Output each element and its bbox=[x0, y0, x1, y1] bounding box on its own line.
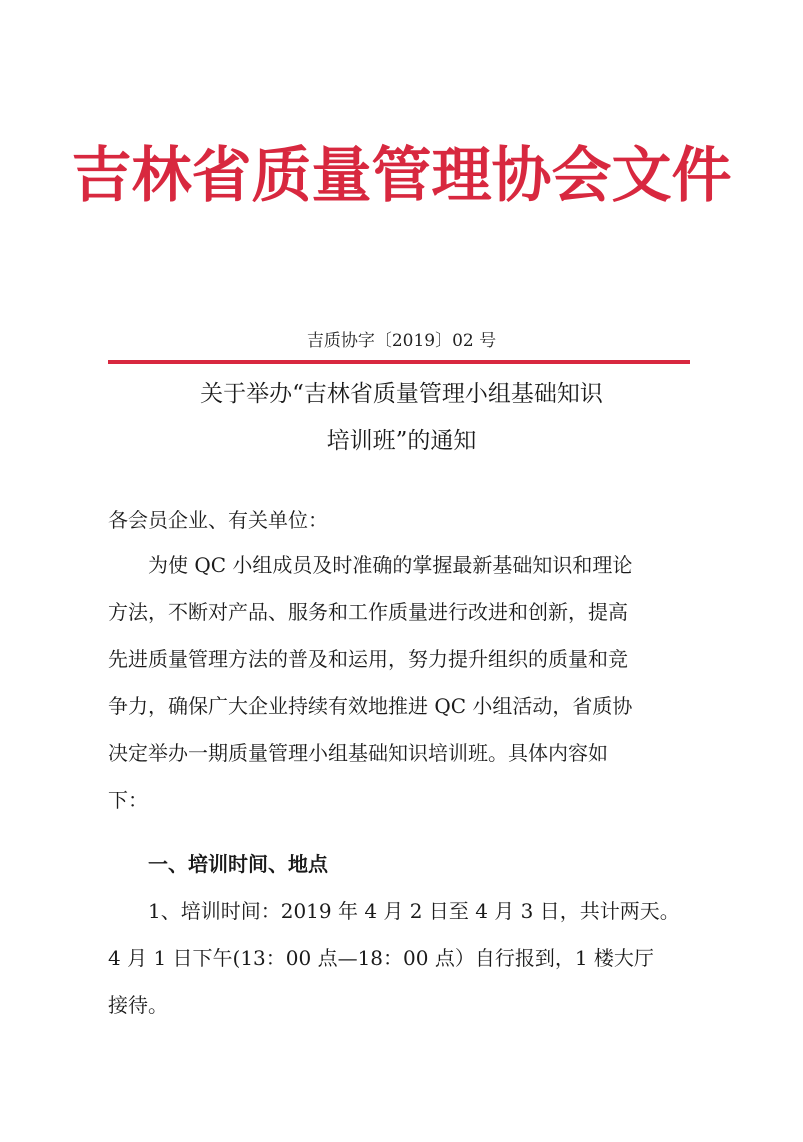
document-number: 吉质协字〔2019〕02 号 bbox=[306, 331, 497, 351]
intro-line: 先进质量管理方法的普及和运用，努力提升组织的质量和竞 bbox=[108, 647, 628, 671]
red-divider-line bbox=[108, 360, 690, 364]
intro-line: 方法，不断对产品、服务和工作质量进行改进和创新，提高 bbox=[108, 600, 628, 624]
notice-title-line-1: 关于举办“吉林省质量管理小组基础知识 bbox=[200, 381, 603, 407]
section-line: 4 月 1 日下午(13：00 点—18：00 点）自行报到，1 楼大厅 bbox=[108, 946, 654, 970]
notice-title-line-2: 培训班”的通知 bbox=[326, 428, 477, 454]
intro-line: 决定举办一期质量管理小组基础知识培训班。具体内容如 bbox=[108, 741, 608, 765]
section-heading-time-location: 一、培训时间、地点 bbox=[148, 852, 328, 876]
document-header-title: 吉林省质量管理协会文件 bbox=[71, 141, 732, 211]
section-line: 接待。 bbox=[108, 993, 168, 1017]
intro-line: 下： bbox=[108, 788, 148, 812]
salutation: 各会员企业、有关单位： bbox=[108, 508, 328, 532]
intro-line: 为使 QC 小组成员及时准确的掌握最新基础知识和理论 bbox=[148, 553, 633, 577]
section-line: 1、培训时间：2019 年 4 月 2 日至 4 月 3 日，共计两天。 bbox=[148, 899, 680, 923]
intro-line: 争力，确保广大企业持续有效地推进 QC 小组活动，省质协 bbox=[108, 694, 633, 718]
